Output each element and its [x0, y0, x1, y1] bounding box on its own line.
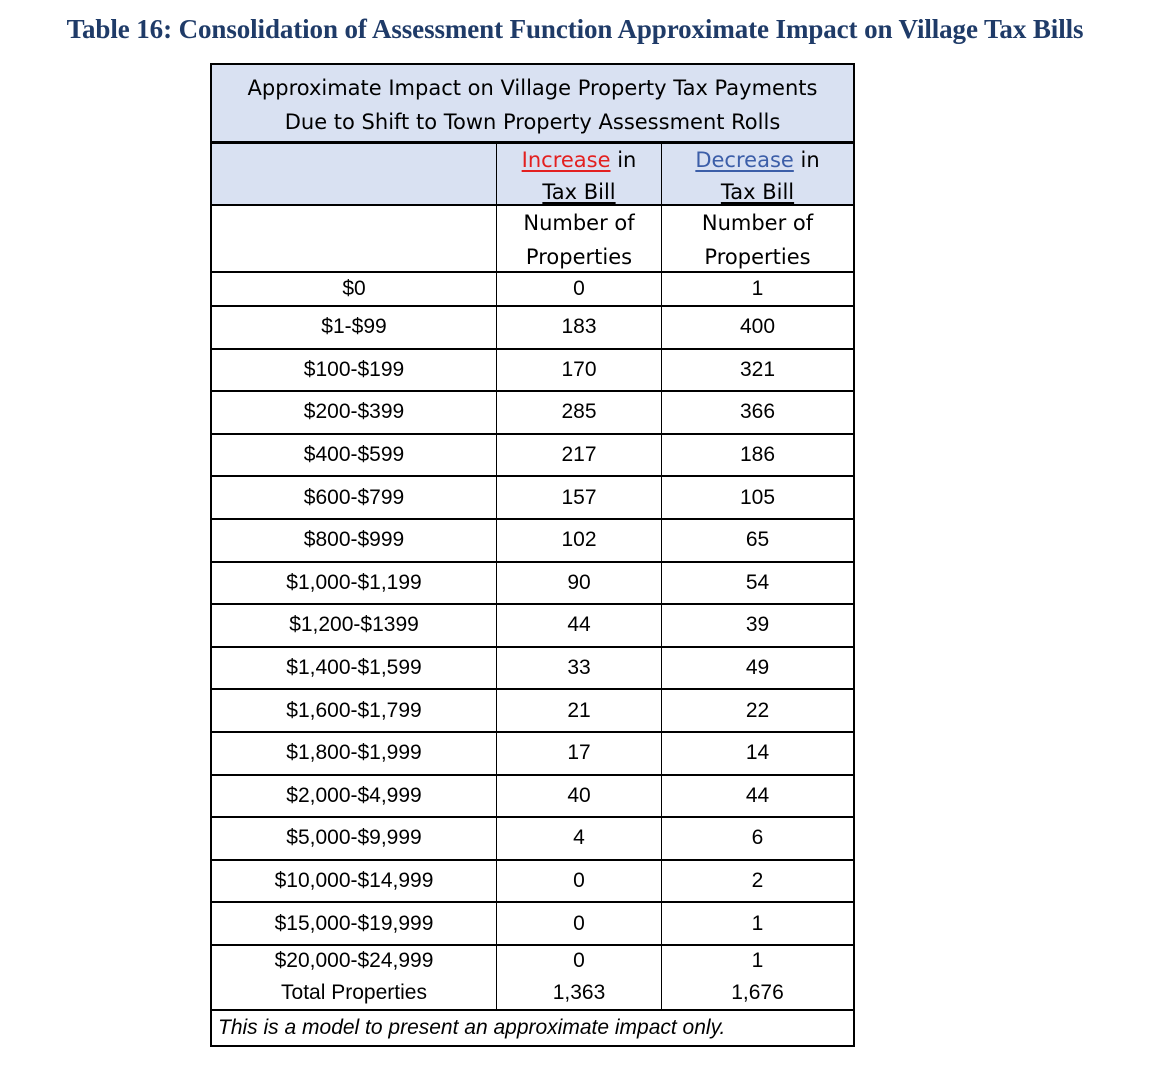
increase-cell: 217	[497, 435, 662, 476]
increase-cell: 21	[497, 690, 662, 731]
decrease-word: Decrease	[695, 148, 794, 172]
total-decrease: 1,676	[731, 980, 784, 1004]
table-row	[212, 733, 853, 776]
table-grid	[210, 144, 855, 1047]
range-cell: $0	[212, 273, 497, 305]
increase-cell: 102	[497, 520, 662, 561]
increase-cell: 33	[497, 648, 662, 689]
properties-label: Properties	[525, 245, 633, 269]
table-row	[212, 605, 853, 648]
decrease-cell: 366	[739, 400, 776, 424]
decrease-cell: 105	[739, 485, 776, 509]
increase-cell: 0	[497, 946, 662, 977]
table-row	[212, 946, 853, 977]
decrease-cell: 39	[745, 613, 770, 637]
range-cell: $1,200-$1399	[212, 605, 497, 646]
range-cell: $10,000-$14,999	[212, 861, 497, 902]
range-cell: $5,000-$9,999	[212, 818, 497, 859]
decrease-cell: 400	[739, 315, 776, 339]
increase-cell: 17	[497, 733, 662, 774]
total-row	[212, 977, 853, 1011]
table-row	[212, 776, 853, 819]
header-blank-cell-2	[212, 206, 497, 271]
number-of-label: Number of	[701, 211, 814, 235]
table-row	[212, 520, 853, 563]
range-cell: $200-$399	[212, 392, 497, 433]
increase-cell: 0	[497, 903, 662, 944]
header-increase-count	[497, 206, 662, 271]
decrease-cell: 44	[745, 783, 770, 807]
table-row	[212, 690, 853, 733]
increase-cell: 44	[497, 605, 662, 646]
range-cell: $1,400-$1,599	[212, 648, 497, 689]
table-row	[212, 392, 853, 435]
range-cell: $800-$999	[212, 520, 497, 561]
decrease-cell: 65	[745, 528, 770, 552]
table-row	[212, 861, 853, 904]
decrease-cell: 2	[751, 869, 764, 893]
header-blank-cell	[212, 144, 497, 204]
increase-suffix: in	[610, 148, 637, 172]
range-cell: $1,000-$1,199	[212, 563, 497, 604]
total-increase: 1,363	[497, 977, 662, 1009]
decrease-cell: 186	[739, 443, 776, 467]
decrease-cell: 6	[751, 826, 764, 850]
table-row	[212, 350, 853, 393]
table-row	[212, 818, 853, 861]
header-decrease-count	[662, 206, 853, 271]
table-row	[212, 648, 853, 691]
range-cell: $1,800-$1,999	[212, 733, 497, 774]
decrease-cell: 22	[745, 698, 770, 722]
properties-label: Properties	[704, 245, 811, 269]
range-cell: $15,000-$19,999	[212, 903, 497, 944]
decrease-cell: 1	[751, 911, 764, 935]
increase-cell: 157	[497, 477, 662, 518]
increase-cell: 285	[497, 392, 662, 433]
table-row	[212, 307, 853, 350]
table-row	[212, 563, 853, 606]
table-row	[212, 273, 853, 307]
decrease-cell: 54	[745, 570, 770, 594]
range-cell: $600-$799	[212, 477, 497, 518]
increase-cell: 0	[497, 273, 662, 305]
decrease-cell: 49	[745, 656, 770, 680]
table-body	[212, 273, 853, 977]
decrease-tax-bill: Tax Bill	[720, 180, 795, 204]
range-cell: $400-$599	[212, 435, 497, 476]
table-title: Table 16: Consolidation of Assessment Function Approximate Impact on Village Tax Bills	[66, 14, 1084, 44]
range-cell: $100-$199	[212, 350, 497, 391]
increase-word: Increase	[521, 148, 611, 172]
decrease-cell: 14	[745, 741, 770, 765]
number-of-label: Number of	[523, 211, 635, 235]
increase-cell: 183	[497, 307, 662, 348]
table-row	[212, 477, 853, 520]
header-increase-cell	[497, 144, 662, 204]
increase-cell: 90	[497, 563, 662, 604]
footnote: This is a model to present an approximate impact only.	[218, 1015, 726, 1039]
header-row-direction	[212, 144, 853, 206]
table-banner	[210, 63, 855, 144]
increase-cell: 0	[497, 861, 662, 902]
table-row	[212, 435, 853, 478]
increase-cell: 40	[497, 776, 662, 817]
banner-line-1: Approximate Impact on Village Property Tax Payments	[247, 76, 818, 100]
table-row	[212, 903, 853, 946]
decrease-cell: 1	[751, 949, 764, 973]
total-label: Total Properties	[212, 977, 497, 1009]
range-cell: $2,000-$4,999	[212, 776, 497, 817]
decrease-cell: 321	[739, 357, 776, 381]
increase-cell: 170	[497, 350, 662, 391]
range-cell: $1,600-$1,799	[212, 690, 497, 731]
range-cell: $20,000-$24,999	[212, 946, 497, 977]
header-row-count	[212, 206, 853, 273]
header-decrease-cell	[662, 144, 853, 204]
decrease-suffix: in	[793, 148, 820, 172]
decrease-cell: 1	[751, 277, 764, 300]
increase-cell: 4	[497, 818, 662, 859]
impact-table	[210, 63, 855, 1047]
increase-tax-bill: Tax Bill	[542, 180, 616, 204]
banner-line-2: Due to Shift to Town Property Assessment Rolls	[284, 110, 781, 134]
range-cell: $1-$99	[212, 307, 497, 348]
